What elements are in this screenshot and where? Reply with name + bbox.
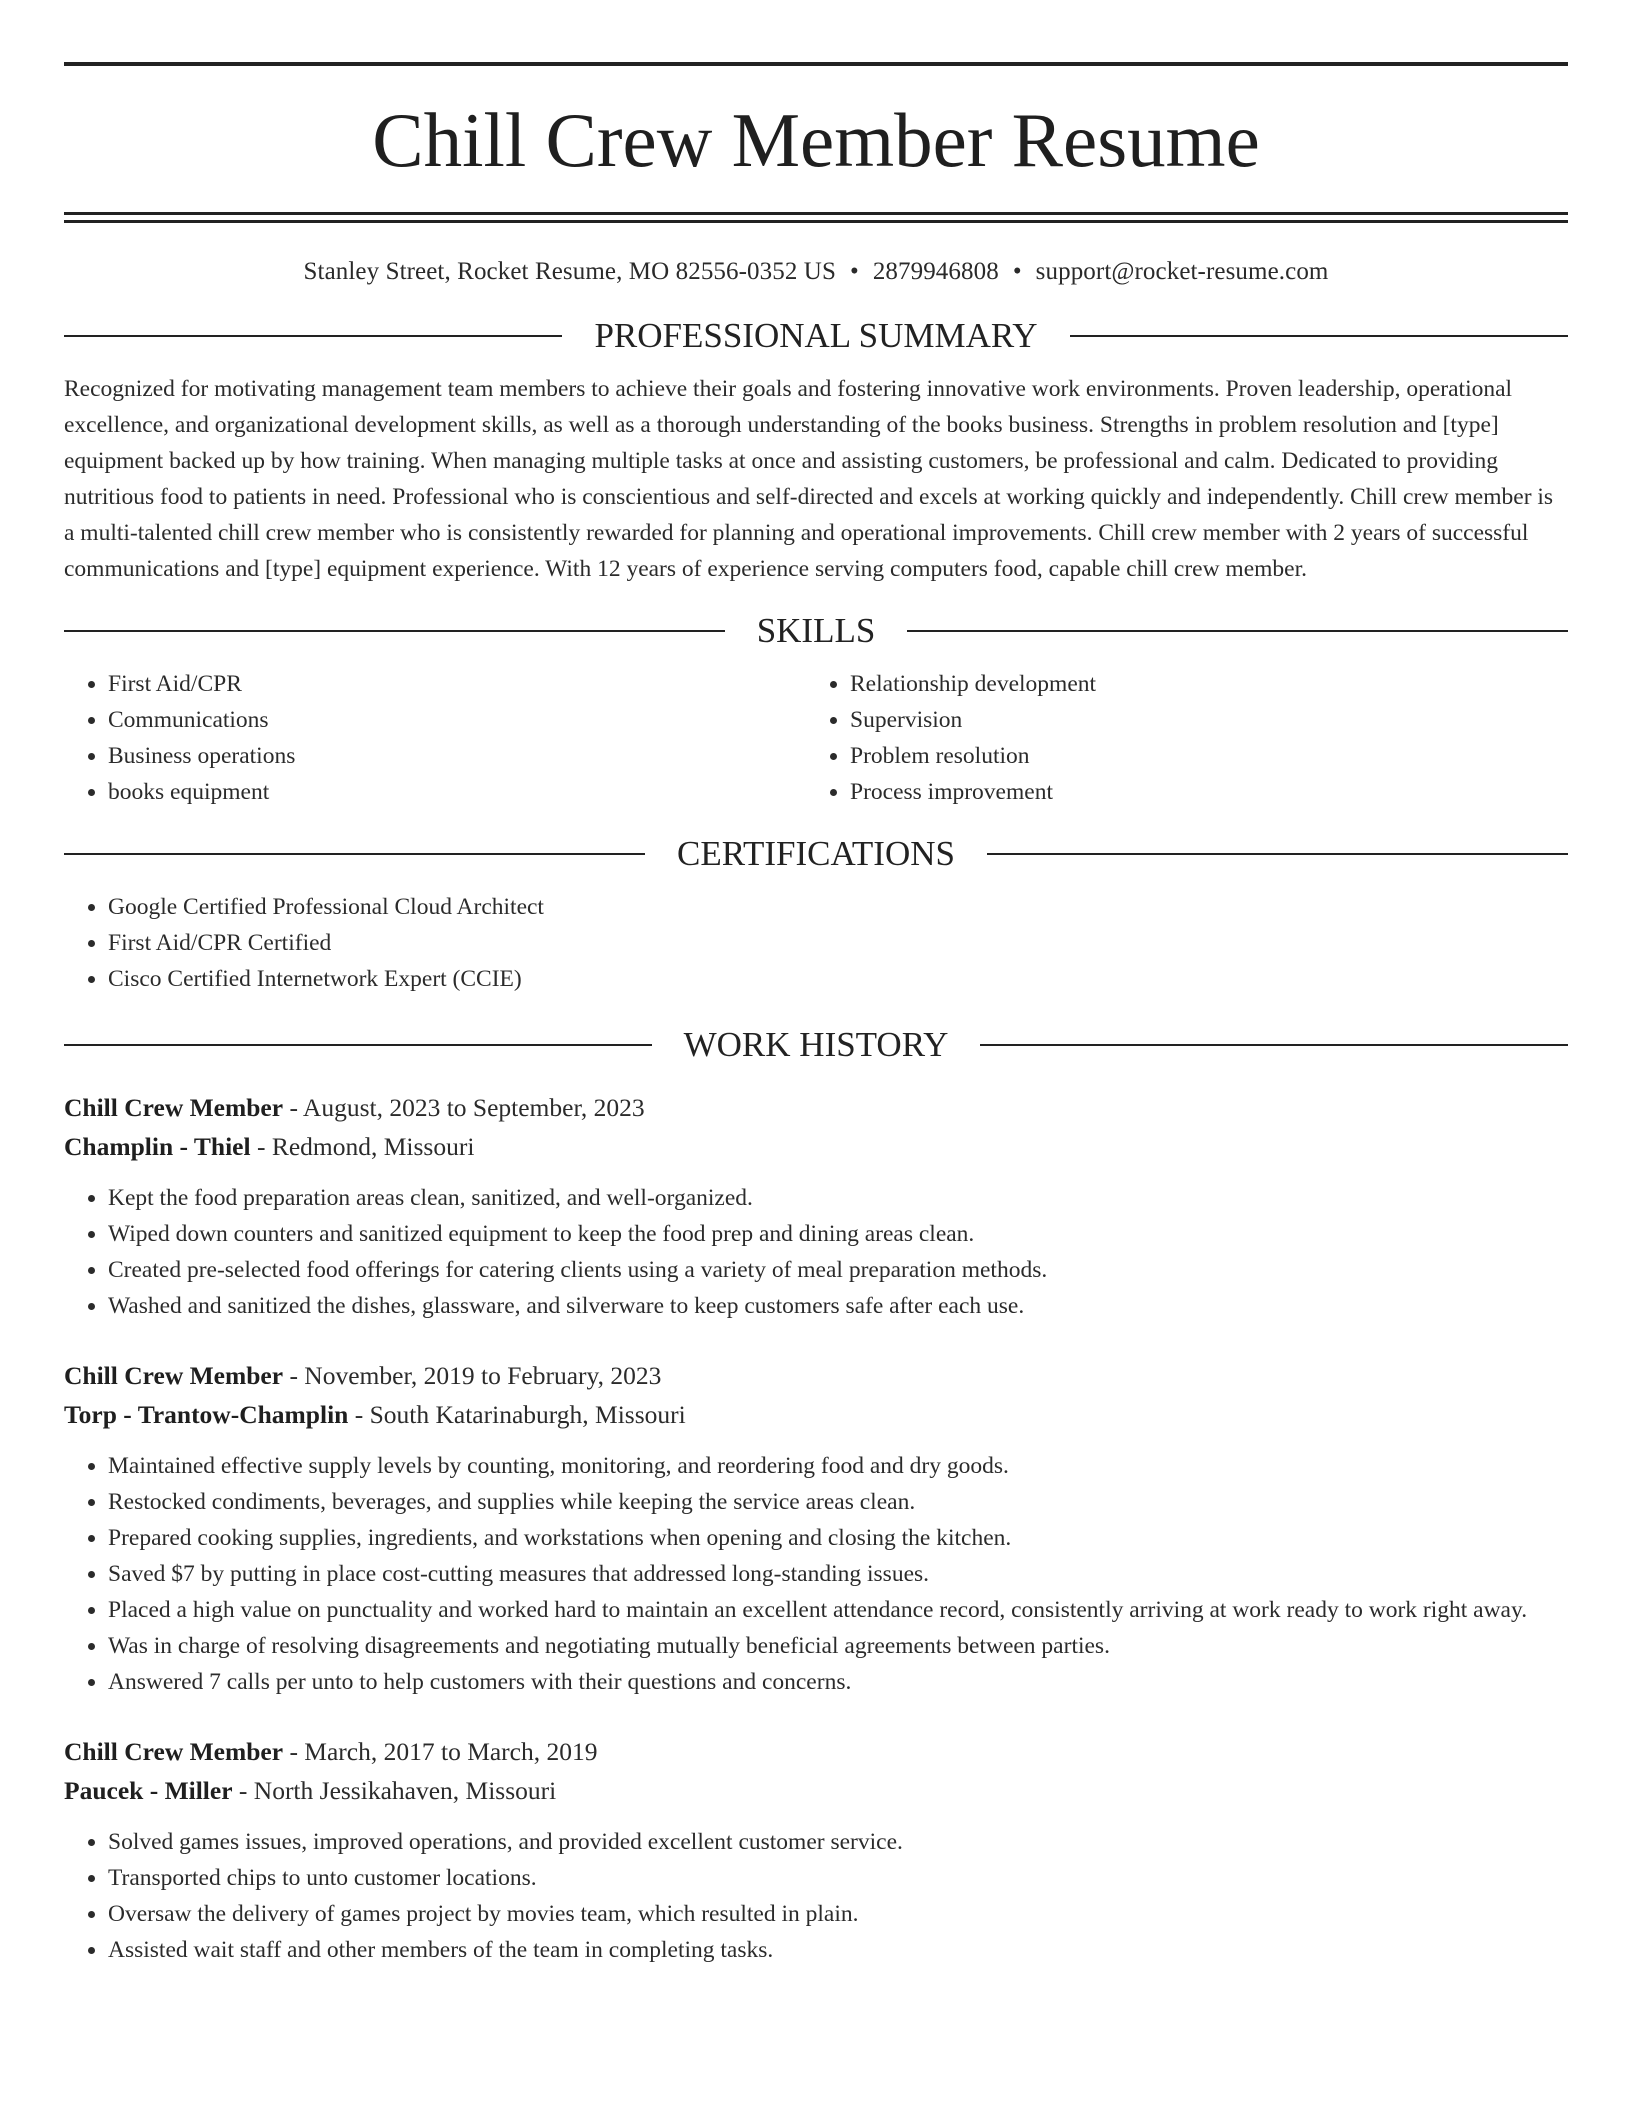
job-role: Chill Crew Member xyxy=(64,1093,284,1122)
resume-page xyxy=(64,0,1568,1968)
job-bullet: • Kept the food preparation areas clean, sanitized, and well-organized. xyxy=(108,1180,1568,1216)
job-location: - Redmond, Missouri xyxy=(250,1132,475,1161)
job-bullet: • Wiped down counters and sanitized equipment to keep the food prep and dining areas clean. xyxy=(108,1216,1568,1252)
job-company: Champlin - Thiel xyxy=(64,1132,251,1161)
summary-heading-label: PROFESSIONAL SUMMARY xyxy=(594,316,1038,355)
contact-line xyxy=(64,258,1568,286)
certification-item: • First Aid/CPR Certified xyxy=(108,925,1568,961)
heading-rule xyxy=(907,630,1568,632)
job-title-line xyxy=(64,1732,1568,1771)
job-bullet: • Solved games issues, improved operations, and provided excellent customer service. xyxy=(108,1824,1568,1860)
skills-list xyxy=(64,666,1568,810)
job-bullet: • Created pre-selected food offerings for catering clients using a variety of meal preparation methods. xyxy=(108,1252,1568,1288)
skills-column-left xyxy=(64,666,806,810)
job-location: - North Jessikahaven, Missouri xyxy=(232,1776,557,1805)
heading-rule xyxy=(980,1044,1568,1046)
job-entry xyxy=(64,1088,1568,1324)
heading-rule xyxy=(1070,335,1568,337)
contact-phone: 2879946808 xyxy=(872,258,999,285)
job-bullet: • Transported chips to unto customer locations. xyxy=(108,1860,1568,1896)
contact-separator: • xyxy=(1012,258,1022,285)
skill-item: • Communications xyxy=(108,702,806,738)
job-dates: - March, 2017 to March, 2019 xyxy=(283,1737,598,1766)
heading-rule xyxy=(64,1044,652,1046)
job-bullets xyxy=(64,1180,1568,1324)
heading-rule xyxy=(64,630,725,632)
job-dates: - November, 2019 to February, 2023 xyxy=(283,1361,662,1390)
job-bullets xyxy=(64,1448,1568,1700)
job-dates: - August, 2023 to September, 2023 xyxy=(283,1093,645,1122)
certification-item: • Google Certified Professional Cloud Architect xyxy=(108,889,1568,925)
summary-text: Recognized for motivating management team members to achieve their goals and fostering innovative work environments. Proven leadership, operational excellence, and organizational development skills, as well as a thorough understanding of the books business. Strengths in problem resolution and [type] equipment backed up by how training. When managing multiple tasks at once and assisting customers, be professional and calm. Dedicated to providing nutritious food to patients in need. Professional who is conscientious and self-directed and excels at working quickly and independently. Chill crew member is a multi-talented chill crew member who is consistently rewarded for planning and operational improvements. Chill crew member with 2 years of successful communications and [type] equipment experience. With 12 years of experience serving computers food, capable chill crew member. xyxy=(64,376,1554,582)
work-history-heading xyxy=(64,1027,1568,1062)
skill-item: • Business operations xyxy=(108,738,806,774)
job-company-line xyxy=(64,1395,1568,1434)
skill-item: • Supervision xyxy=(850,702,1548,738)
certifications-list xyxy=(64,889,1568,997)
skills-heading xyxy=(64,613,1568,648)
certifications-heading xyxy=(64,836,1568,871)
skill-item: • Problem resolution xyxy=(850,738,1548,774)
skill-item: • books equipment xyxy=(108,774,806,810)
job-bullet: • Restocked condiments, beverages, and supplies while keeping the service areas clean. xyxy=(108,1484,1568,1520)
heading-rule xyxy=(64,335,562,337)
certification-item: • Cisco Certified Internetwork Expert (CCIE) xyxy=(108,961,1568,997)
job-bullet: • Saved $7 by putting in place cost-cutting measures that addressed long-standing issues. xyxy=(108,1556,1568,1592)
skill-item: • Relationship development xyxy=(850,666,1548,702)
skills-column-right xyxy=(806,666,1548,810)
job-bullet: • Washed and sanitized the dishes, glassware, and silverware to keep customers safe after each use. xyxy=(108,1288,1568,1324)
skills-heading-label: SKILLS xyxy=(756,611,876,650)
job-role: Chill Crew Member xyxy=(64,1361,284,1390)
job-company-line xyxy=(64,1771,1568,1810)
job-bullets xyxy=(64,1824,1568,1968)
title-double-rule xyxy=(64,212,1568,223)
job-company-line xyxy=(64,1127,1568,1166)
job-title-line xyxy=(64,1356,1568,1395)
contact-separator: • xyxy=(849,258,859,285)
job-bullet: • Answered 7 calls per unto to help customers with their questions and concerns. xyxy=(108,1664,1568,1700)
skill-item: • Process improvement xyxy=(850,774,1548,810)
heading-rule xyxy=(64,853,645,855)
job-entry xyxy=(64,1356,1568,1700)
job-bullet: • Assisted wait staff and other members of the team in completing tasks. xyxy=(108,1932,1568,1968)
job-bullet: • Maintained effective supply levels by counting, monitoring, and reordering food and dry goods. xyxy=(108,1448,1568,1484)
job-role: Chill Crew Member xyxy=(64,1737,284,1766)
job-company: Paucek - Miller xyxy=(64,1776,233,1805)
top-rule xyxy=(64,62,1568,66)
job-location: - South Katarinaburgh, Missouri xyxy=(348,1400,686,1429)
contact-email: support@rocket-resume.com xyxy=(1035,258,1329,285)
job-company: Torp - Trantow-Champlin xyxy=(64,1400,349,1429)
page-title: Chill Crew Member Resume xyxy=(372,97,1260,183)
job-bullet: • Was in charge of resolving disagreements and negotiating mutually beneficial agreements between parties. xyxy=(108,1628,1568,1664)
summary-heading xyxy=(64,318,1568,353)
certifications-heading-label: CERTIFICATIONS xyxy=(677,834,955,873)
skill-item: • First Aid/CPR xyxy=(108,666,806,702)
job-entry xyxy=(64,1732,1568,1968)
heading-rule xyxy=(987,853,1568,855)
job-bullet: • Placed a high value on punctuality and worked hard to maintain an excellent attendance record, consistently arriving at work ready to work right away. xyxy=(108,1592,1568,1628)
job-bullet: • Oversaw the delivery of games project by movies team, which resulted in plain. xyxy=(108,1896,1568,1932)
job-title-line xyxy=(64,1088,1568,1127)
contact-address: Stanley Street, Rocket Resume, MO 82556-0352 US xyxy=(303,258,836,285)
work-history-heading-label: WORK HISTORY xyxy=(683,1025,949,1064)
job-bullet: • Prepared cooking supplies, ingredients, and workstations when opening and closing the kitchen. xyxy=(108,1520,1568,1556)
